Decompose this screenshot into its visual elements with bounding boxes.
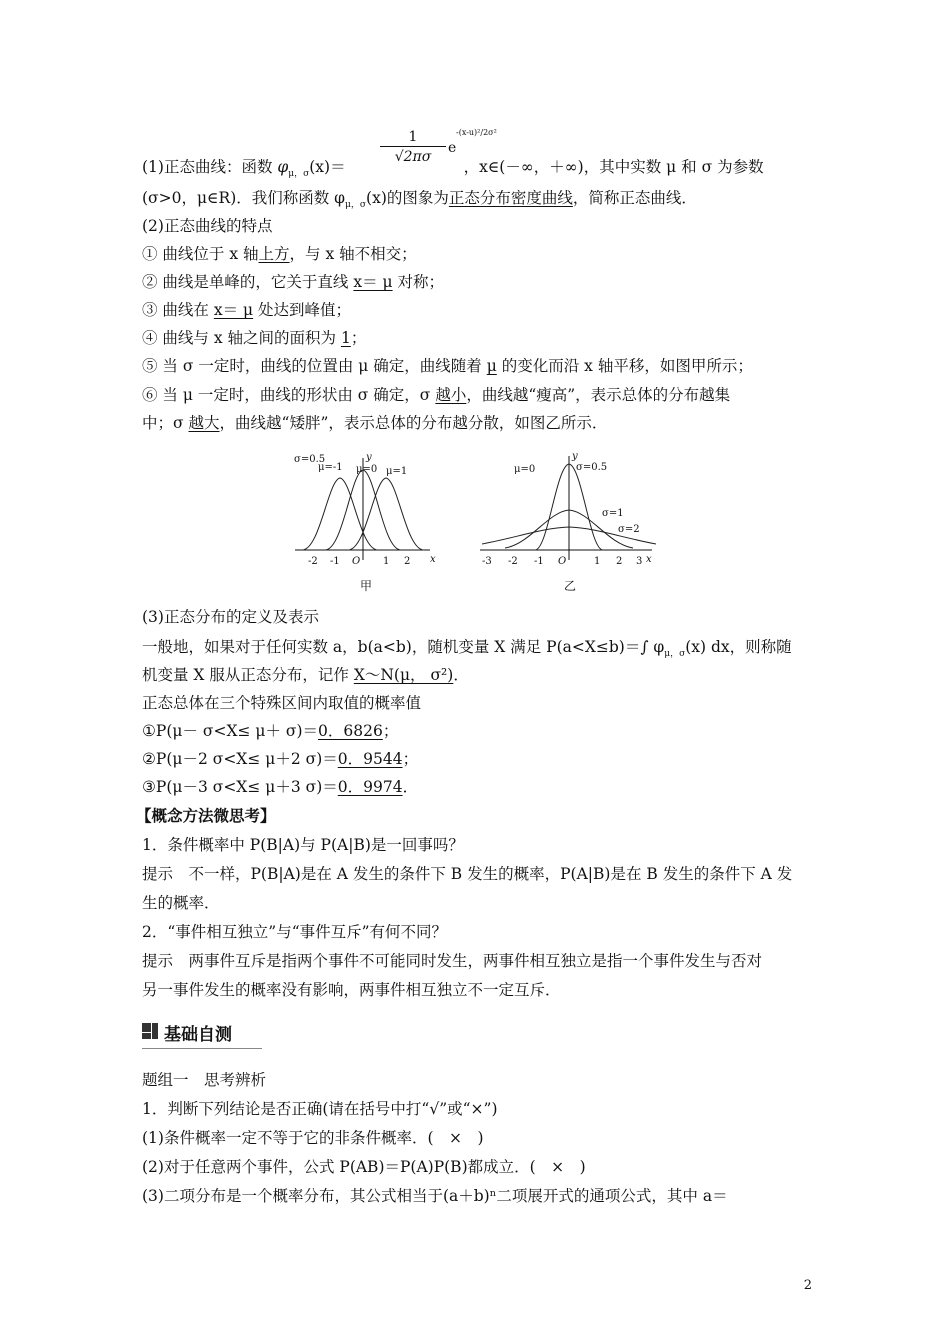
text: (x) dx，则称随 — [685, 638, 792, 656]
label: 2 — [404, 556, 411, 567]
text: 上方 — [258, 245, 290, 263]
label: -1 — [534, 556, 544, 567]
text: (1)正态曲线：函数 — [142, 158, 278, 176]
exp-base: e — [448, 140, 457, 156]
text: 0．6826 — [318, 722, 383, 740]
section-divider — [142, 1048, 262, 1049]
text-line-3: (2)正态曲线的特点 — [142, 217, 273, 235]
label: 1 — [383, 556, 390, 567]
text: ，x∈(－∞，＋∞)，其中实数 μ 和 σ 为参数 — [463, 158, 764, 176]
figure-left — [294, 452, 436, 593]
exponential — [448, 128, 497, 156]
label: μ=0 — [356, 464, 378, 475]
label: -2 — [308, 556, 318, 567]
curve-mu-1 — [348, 478, 424, 550]
text: 对称； — [392, 273, 445, 291]
text-line-22: 2．“事件相互独立”与“事件互斥”有何不同？ — [142, 923, 448, 941]
text: ； — [402, 750, 419, 768]
label: σ=0.5 — [576, 462, 608, 473]
text: 机变量 X 服从正态分布，记作 — [142, 666, 354, 684]
text: (x)的图象为 — [366, 189, 449, 207]
curve-mu-minus1 — [302, 478, 378, 550]
text-line-17 — [142, 776, 810, 798]
label: x — [646, 554, 652, 565]
text-line-8 — [142, 355, 810, 377]
label: y — [366, 452, 372, 463]
caption-left: 甲 — [360, 579, 373, 593]
label: μ=-1 — [318, 462, 343, 473]
text: 0．9544 — [337, 750, 403, 768]
text-line-11: (3)正态分布的定义及表示 — [142, 608, 319, 626]
label: O — [352, 556, 361, 567]
text-line-15 — [142, 720, 810, 742]
text-line-5 — [142, 271, 810, 293]
text-line-6 — [142, 299, 810, 321]
text: ③ 曲线在 — [142, 301, 214, 319]
text-line-1 — [142, 156, 810, 185]
text-line-2 — [142, 187, 810, 216]
text: 0．9974 — [337, 778, 403, 796]
text: ，简称正态曲线． — [572, 189, 697, 207]
section-marker-icon — [142, 1023, 158, 1039]
text-line-20: 提示 不一样，P(B|A)是在 A 发生的条件下 B 发生的概率，P(A|B)是在 B 发生的条件下 A 发 — [142, 865, 793, 883]
text: x＝ μ — [213, 301, 254, 319]
text-line-13 — [142, 664, 810, 686]
text: ③P(μ－3 σ<X≤ μ＋3 σ)＝ — [142, 778, 338, 796]
text: ． — [453, 666, 469, 684]
text: μ，σ — [288, 169, 310, 180]
text: μ，σ — [345, 200, 367, 211]
text-line-12 — [142, 636, 810, 665]
text: ； — [382, 722, 399, 740]
label: μ=1 — [386, 466, 408, 477]
text: ，曲线越“矮胖”，表示总体的分布越分散，如图乙所示． — [219, 414, 608, 432]
text: ； — [350, 329, 367, 347]
text: ①P(μ－ σ<X≤ μ＋ σ)＝ — [142, 722, 319, 740]
text: ⑤ 当 σ 一定时，曲线的位置由 μ 确定，曲线随着 — [142, 357, 487, 375]
text: ⑥ 当 μ 一定时，曲线的形状由 σ 确定，σ — [142, 386, 436, 404]
exp-exponent: -(x-u)²/2σ² — [456, 128, 497, 137]
text-line-9 — [142, 384, 810, 406]
label: -1 — [330, 556, 340, 567]
section-title: 基础自测 — [164, 1025, 232, 1045]
text-line-29: (3)二项分布是一个概率分布，其公式相当于(a＋b)ⁿ二项展开式的通项公式，其中 a＝ — [142, 1187, 728, 1205]
text: x＝ μ — [353, 273, 393, 291]
text: 正态分布密度曲线 — [448, 189, 573, 207]
label: -2 — [508, 556, 518, 567]
text-line-16 — [142, 748, 810, 770]
text-line-23: 提示 两事件互斥是指两个事件不可能同时发生，两事件相互独立是指一个事件发生与否对 — [142, 952, 763, 970]
text-line-14: 正态总体在三个特殊区间内取值的概率值 — [142, 694, 422, 712]
text: ① 曲线位于 x 轴 — [142, 245, 259, 263]
label: -3 — [482, 556, 492, 567]
text: ②P(μ－2 σ<X≤ μ＋2 σ)＝ — [142, 750, 338, 768]
text-line-21: 生的概率． — [142, 894, 220, 912]
text: X～N(μ， σ²) — [353, 666, 454, 684]
text: 越大 — [188, 414, 220, 432]
text-line-25: 题组一 思考辨析 — [142, 1071, 267, 1089]
label: 1 — [594, 556, 601, 567]
text-line-27: (1)条件概率一定不等于它的非条件概率．( × ) — [142, 1129, 484, 1147]
label: σ=2 — [618, 524, 640, 535]
text: ② 曲线是单峰的，它关于直线 — [142, 273, 354, 291]
text: μ，σ — [664, 649, 686, 660]
normal-curves-figure — [290, 450, 670, 600]
label: x — [430, 554, 436, 565]
text: 处达到峰值； — [253, 301, 352, 319]
text: 越小 — [435, 386, 467, 404]
text: φ — [277, 158, 289, 176]
label: 2 — [616, 556, 623, 567]
label: O — [558, 556, 567, 567]
text: (σ>0，μ∈R)．我们称函数 φ — [142, 189, 346, 207]
text-line-19: 1．条件概率中 P(B|A)与 P(A|B)是一回事吗？ — [142, 836, 464, 854]
label: σ=0.5 — [294, 454, 326, 465]
text-line-7 — [142, 327, 810, 349]
text: ④ 曲线与 x 轴之间的面积为 — [142, 329, 341, 347]
text: μ — [486, 357, 497, 375]
fraction-numerator: 1 — [380, 128, 446, 147]
text-line-26: 1．判断下列结论是否正确(请在括号中打“√”或“×”) — [142, 1100, 498, 1118]
text: 中；σ — [142, 414, 189, 432]
text: 的变化而沿 x 轴平移，如图甲所示； — [496, 357, 753, 375]
label: y — [572, 451, 578, 462]
label: σ=1 — [602, 508, 624, 519]
text: (x)＝ — [309, 158, 346, 176]
page-number: 2 — [803, 1278, 812, 1293]
text-line-10 — [142, 412, 810, 434]
text: 1 — [340, 329, 351, 347]
text-line-24: 另一事件发生的概率没有影响，两事件相互独立不一定互斥． — [142, 981, 561, 999]
text-line-4 — [142, 243, 810, 265]
label: 3 — [636, 556, 643, 567]
label: μ=0 — [514, 464, 536, 475]
text: ，曲线越“瘦高”，表示总体的分布越集 — [466, 386, 731, 404]
fraction-denominator: √2πσ — [394, 149, 432, 165]
text: 一般地，如果对于任何实数 a，b(a<b)，随机变量 X 满足 P(a<X≤b)＝∫ φ — [142, 638, 665, 656]
text-line-28: (2)对于任意两个事件，公式 P(AB)＝P(A)P(B)都成立．( × ) — [142, 1158, 586, 1176]
caption-right: 乙 — [564, 579, 577, 593]
text: ． — [402, 778, 419, 796]
text: ，与 x 轴不相交； — [289, 245, 417, 263]
figure-right — [480, 451, 656, 593]
text-line-18: 【概念方法微思考】 — [136, 806, 276, 825]
